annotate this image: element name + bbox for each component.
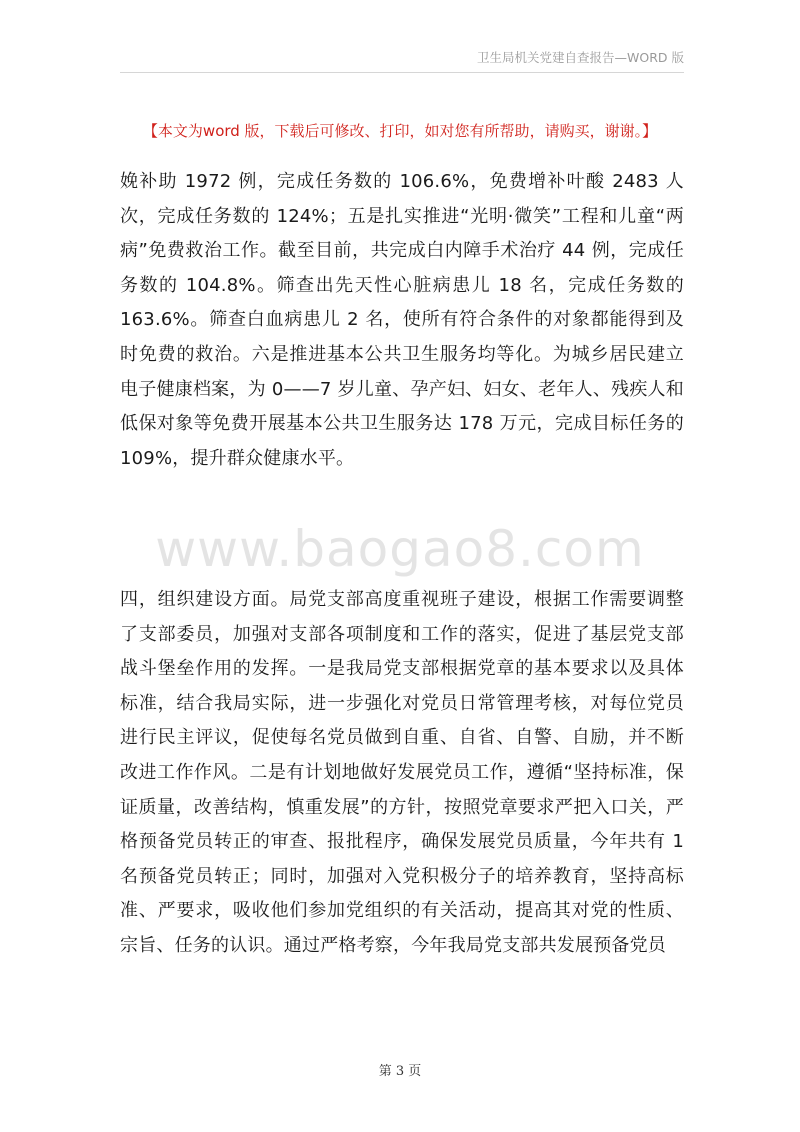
purchase-notice: 【本文为word 版，下载后可修改、打印，如对您有所帮助，请购买，谢谢。】 [142,122,658,140]
watermark: www.baogao8.com [155,520,645,578]
body-paragraph-2: 四，组织建设方面。局党支部高度重视班子建设，根据工作需要调整了支部委员，加强对支部各项制度和工作的落实，促进了基层党支部战斗堡垒作用的发挥。一是我局党支部根据党章的基本要求以及具体标准，结合我局实际，进一步强化对党员日常管理考核，对每位党员进行民主评议，促使每名党员做到自重、自省、自警、自励，并不断改进工作作风。二是有计划地做好发展党员工作，遵循“坚持标准，保证质量，改善结构，慎重发展”的方针，按照党章要求严把入口关，严格预备党员转正的审查、报批程序，确保发展党员质量，今年共有 1 名预备党员转正；同时，加强对入党积极分子的培养教育，坚持高标准、严要求，吸收他们参加党组织的有关活动，提高其对党的性质、宗旨、任务的认识。通过严格考察，今年我局党支部共发展预备党员 [120,589,684,956]
page-header: 卫生局机关党建自查报告—WORD 版 [120,48,684,73]
page-number: 第 3 页 [378,1064,422,1079]
body-paragraph-1: 娩补助 1972 例，完成任务数的 106.6%，免费增补叶酸 2483 人次，完成任务数的 124%；五是扎实推进“光明·微笑”工程和儿童“两病”免费救治工作。截至目前，共完成白内障手术治疗 44 例，完成任务数的 104.8%。筛查出先天性心脏病患儿 18 名，完成任务数的 163.6%。筛查白血病患儿 2 名，使所有符合条件的对象都能得到及时免费的救治。六是推进基本公共卫生服务均等化。为城乡居民建立电子健康档案，为 0——7 岁儿童、孕产妇、妇女、老年人、残疾人和低保对象等免费开展基本公共卫生服务达 178 万元，完成目标任务的 109%，提升群众健康水平。 [120,171,684,469]
